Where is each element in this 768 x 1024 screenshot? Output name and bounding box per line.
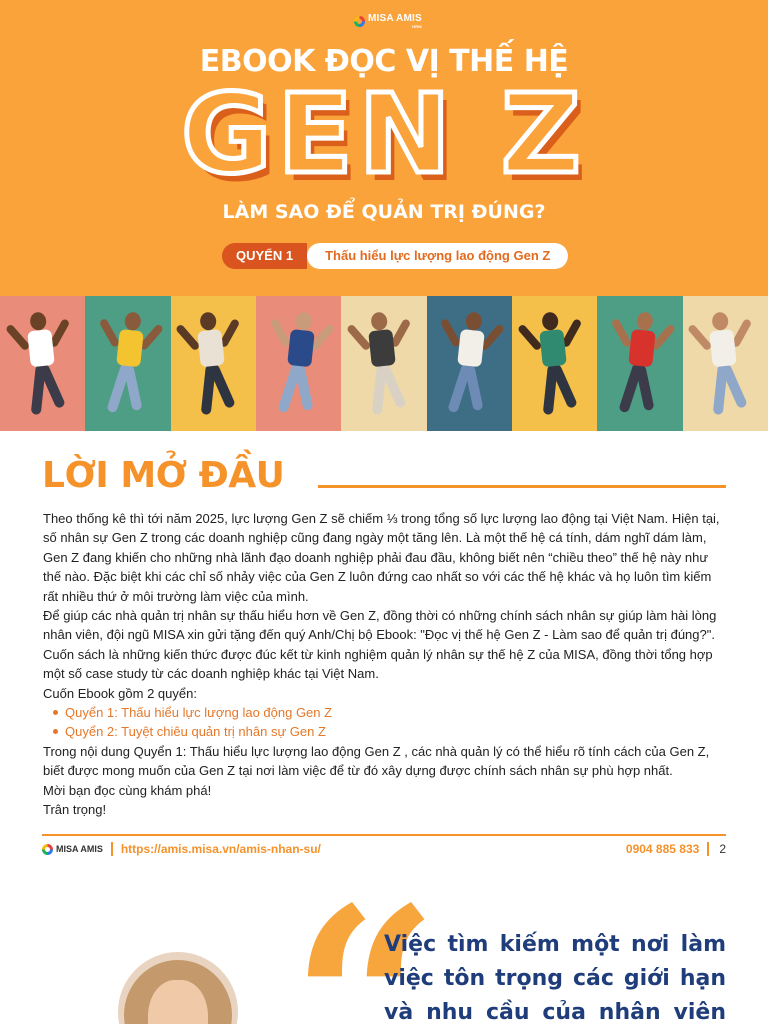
jumping-person bbox=[356, 310, 411, 424]
speaker-portrait bbox=[118, 952, 238, 1024]
big-title: GEN Z bbox=[181, 70, 587, 198]
photo-tile bbox=[85, 296, 170, 431]
jumping-person bbox=[527, 310, 582, 424]
section-divider bbox=[318, 485, 726, 488]
footer-divider bbox=[42, 834, 726, 836]
cover-header bbox=[0, 0, 768, 296]
intro-content bbox=[43, 509, 726, 820]
photo-tile bbox=[341, 296, 426, 431]
jumping-person bbox=[100, 310, 155, 424]
photo-tile bbox=[256, 296, 341, 431]
footer-logo bbox=[42, 844, 103, 855]
subtitle: LÀM SAO ĐỂ QUẢN TRỊ ĐÚNG? bbox=[222, 201, 546, 223]
volume-list-item[interactable]: Quyển 2: Tuyệt chiêu quản trị nhân sự Gen Z bbox=[51, 722, 726, 741]
footer-logo-text: MISA AMIS bbox=[56, 844, 103, 854]
quote-text: Việc tìm kiếm một nơi làm việc tôn trọng các giới hạn và nhu cầu của nhân viên bbox=[384, 932, 726, 1024]
jumping-person bbox=[698, 310, 753, 424]
volume-topic: Thấu hiểu lực lượng lao động Gen Z bbox=[307, 243, 568, 269]
jumping-person bbox=[442, 310, 497, 424]
photo-tile bbox=[427, 296, 512, 431]
jumping-person bbox=[271, 310, 326, 424]
ebook-title: EBOOK ĐỌC VỊ THẾ HỆ bbox=[199, 44, 569, 79]
intro-paragraph: Cuốn Ebook gồm 2 quyển: bbox=[43, 685, 197, 701]
page-number: 2 bbox=[719, 842, 726, 856]
photo-tile bbox=[683, 296, 768, 431]
misa-amis-logo bbox=[354, 14, 422, 29]
jumping-person bbox=[186, 310, 241, 424]
photo-tile bbox=[0, 296, 85, 431]
volume-list bbox=[43, 703, 726, 742]
jumping-person bbox=[15, 310, 70, 424]
volume-label: QUYỂN 1 bbox=[222, 243, 307, 269]
footer-separator bbox=[111, 842, 113, 856]
intro-paragraph: Trong nội dung Quyển 1: Thấu hiểu lực lượng lao động Gen Z , các nhà quản lý có thể hiểu rõ tính cách của Gen Z, biết được mong muốn của Gen Z tại nơi làm việc để từ đó xây dựng được chính sách nhân sự phù hợp nhất. bbox=[43, 743, 710, 779]
misa-ring-icon bbox=[42, 844, 53, 855]
section-title: LỜI MỞ ĐẦU bbox=[42, 455, 285, 496]
volume-pill bbox=[222, 243, 568, 269]
photo-tile bbox=[171, 296, 256, 431]
photo-tile bbox=[597, 296, 682, 431]
photo-strip bbox=[0, 296, 768, 431]
intro-paragraph: Trân trọng! bbox=[43, 802, 107, 818]
logo-text: MISA AMIS bbox=[368, 13, 422, 24]
intro-paragraph: Để giúp các nhà quản trị nhân sự thấu hiểu hơn về Gen Z, đồng thời có những chính sách nhân sự giúp làm hài lòng nhân viên, đội ngũ MISA xin gửi tặng đến quý Anh/Chị bộ Ebook: "Đọc vị thế hệ Gen Z - Làm sao để quản trị đúng?". Cuốn sách là những kiến thức được đúc kết từ kinh nghiệm quản lý nhân sự thế hệ Z của MISA, đồng thời tổng hợp một số case study từ các doanh nghiệp khác tại Việt Nam. bbox=[43, 608, 717, 682]
volume-list-item[interactable]: Quyển 1: Thấu hiểu lực lượng lao động Gen Z bbox=[51, 703, 726, 722]
intro-paragraph: Theo thống kê thì tới năm 2025, lực lượng Gen Z sẽ chiếm ⅓ trong tổng số lực lượng lao động tại Việt Nam. Hiện tại, số nhân sự Gen Z trong các doanh nghiệp cũng đang ngày một tăng lên. Là một thế hệ cá tính, dám nghĩ dám làm, Gen Z đang khiến cho những nhà lãnh đạo doanh nghiệp phải đau đầu, không biết nên “chiều theo” thế hệ này như thế nào. Đặc biệt khi các chỉ số nhảy việc của Gen Z luôn đứng cao nhất so với các thế hệ khác và họ luôn tìm kiếm rất nhiều thứ ở môi trường làm việc của mình. bbox=[43, 511, 720, 604]
misa-ring-icon bbox=[354, 16, 365, 27]
logo-sub: HRM bbox=[412, 24, 422, 29]
footer-separator bbox=[707, 842, 709, 856]
quote-mark-icon: “ bbox=[290, 852, 440, 1024]
intro-paragraph: Mời bạn đọc cùng khám phá! bbox=[43, 782, 212, 798]
jumping-person bbox=[612, 310, 667, 424]
footer-phone[interactable]: 0904 885 833 bbox=[625, 842, 700, 856]
footer-url-link[interactable]: https://amis.misa.vn/amis-nhan-su/ bbox=[120, 842, 321, 856]
photo-tile bbox=[512, 296, 597, 431]
